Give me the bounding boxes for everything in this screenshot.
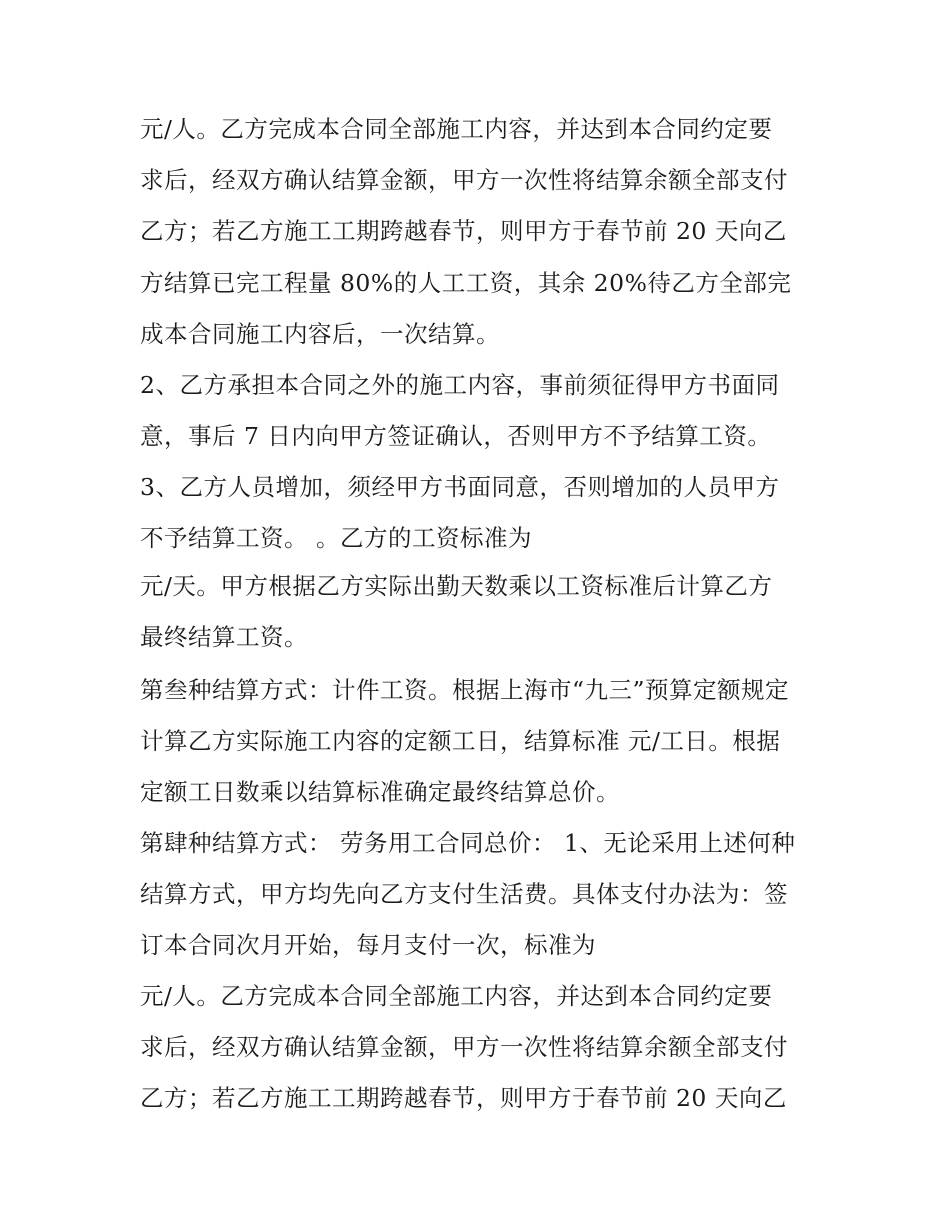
text-line: 定额工日数乘以结算标准确定最终结算总价。 — [140, 778, 620, 806]
text-line: 订本合同次月开始，每月支付一次，标准为 — [140, 931, 596, 959]
text-line: 第肆种结算方式： 劳务用工合同总价： 1、无论采用上述何种 — [140, 829, 796, 857]
text-line: 元/人。乙方完成本合同全部施工内容，并达到本合同约定要 — [140, 982, 773, 1010]
text-line: 不予结算工资。 。乙方的工资标准为 — [140, 524, 532, 552]
text-line: 最终结算工资。 — [140, 623, 308, 651]
text-line: 元/天。甲方根据乙方实际出勤天数乘以工资标准后计算乙方 — [140, 572, 773, 600]
text-line: 元/人。乙方完成本合同全部施工内容，并达到本合同约定要 — [140, 115, 773, 143]
text-line: 结算方式，甲方均先向乙方支付生活费。具体支付办法为：签 — [140, 880, 788, 908]
text-line: 求后，经双方确认结算金额，甲方一次性将结算余额全部支付 — [140, 1033, 788, 1061]
text-line: 求后，经双方确认结算金额，甲方一次性将结算余额全部支付 — [140, 166, 788, 194]
text-line: 成本合同施工内容后，一次结算。 — [140, 320, 500, 348]
text-line: 3、乙方人员增加，须经甲方书面同意，否则增加的人员甲方 — [140, 473, 780, 501]
text-line: 计算乙方实际施工内容的定额工日，结算标准 元/工日。根据 — [140, 727, 781, 755]
text-line: 意，事后 7 日内向甲方签证确认，否则甲方不予结算工资。 — [140, 422, 772, 450]
text-line: 乙方；若乙方施工工期跨越春节，则甲方于春节前 20 天向乙 — [140, 217, 787, 245]
text-line: 2、乙方承担本合同之外的施工内容，事前须征得甲方书面同 — [140, 371, 780, 399]
text-line: 第叁种结算方式：计件工资。根据上海市“九三”预算定额规定 — [140, 676, 790, 704]
text-line: 乙方；若乙方施工工期跨越春节，则甲方于春节前 20 天向乙 — [140, 1084, 787, 1112]
text-line: 方结算已完工程量 80%的人工工资，其余 20%待乙方全部完 — [140, 269, 792, 297]
